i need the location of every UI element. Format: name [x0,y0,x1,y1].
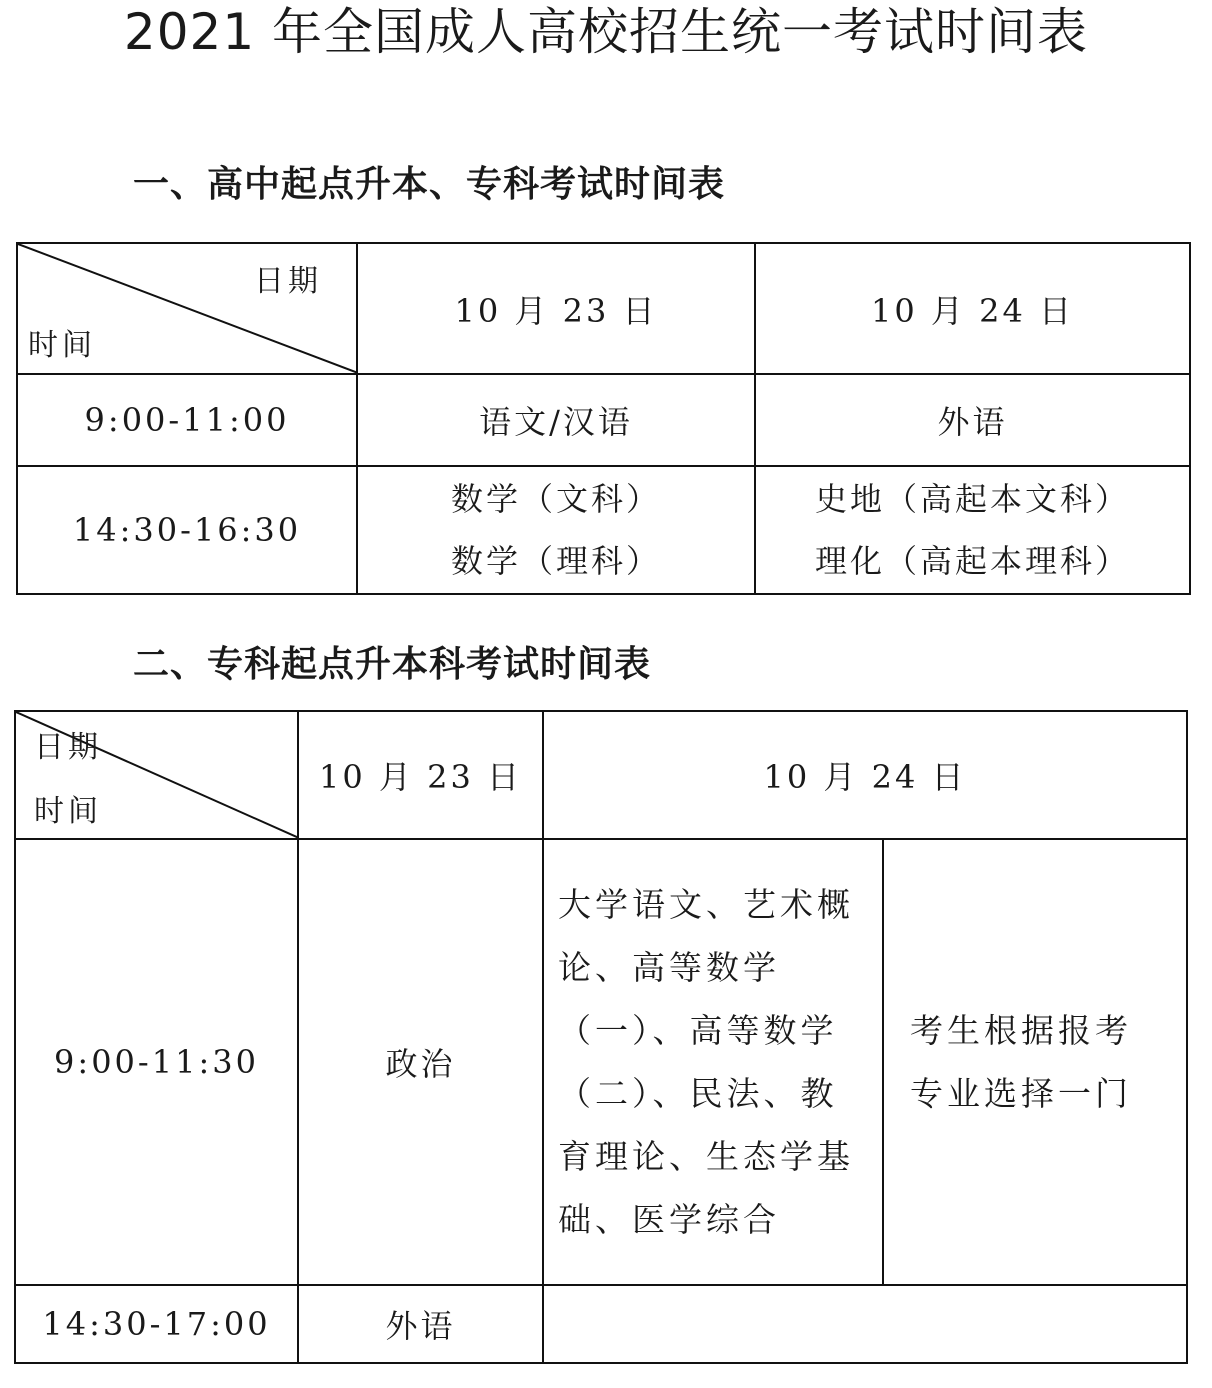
subject-cell: 外语 [298,1285,543,1363]
subject-list-cell: 大学语文、艺术概论、高等数学（一）、高等数学（二）、民法、教育理论、生态学基础、医学综合 [543,839,883,1285]
subject-cell: 外语 [755,374,1190,466]
subject-line: 理化（高起本理科） [814,542,1130,580]
schedule-table-2 [14,710,1188,1364]
subject-line: 数学（理科） [450,542,661,580]
corner-date-label: 日期 [34,730,102,765]
subject-line: 数学（文科） [450,480,661,518]
note-cell: 考生根据报考专业选择一门 [883,839,1187,1285]
corner-cell [15,711,298,839]
corner-time-label: 时间 [34,794,102,829]
corner-date-label: 日期 [254,264,322,299]
subject-cell: 语文/汉语 [357,374,755,466]
subject-line: 史地（高起本文科） [814,480,1130,518]
section-2-heading: 二、专科起点升本科考试时间表 [133,644,652,685]
date-header: 10 月 23 日 [298,711,543,839]
corner-time-label: 时间 [28,328,96,363]
schedule-table-1 [16,242,1191,595]
date-header: 10 月 24 日 [755,243,1190,374]
subject-cell [357,466,755,594]
date-header: 10 月 24 日 [543,711,1187,839]
time-cell: 14:30-17:00 [15,1285,298,1363]
subject-cell [755,466,1190,594]
subject-cell: 政治 [298,839,543,1285]
page-title: 2021 年全国成人高校招生统一考试时间表 [123,3,1089,61]
time-cell: 14:30-16:30 [17,466,357,594]
date-header: 10 月 23 日 [357,243,755,374]
section-1-heading: 一、高中起点升本、专科考试时间表 [133,164,726,205]
time-cell: 9:00-11:00 [17,374,357,466]
empty-cell [543,1285,1187,1363]
time-cell: 9:00-11:30 [15,839,298,1285]
corner-cell [17,243,357,374]
